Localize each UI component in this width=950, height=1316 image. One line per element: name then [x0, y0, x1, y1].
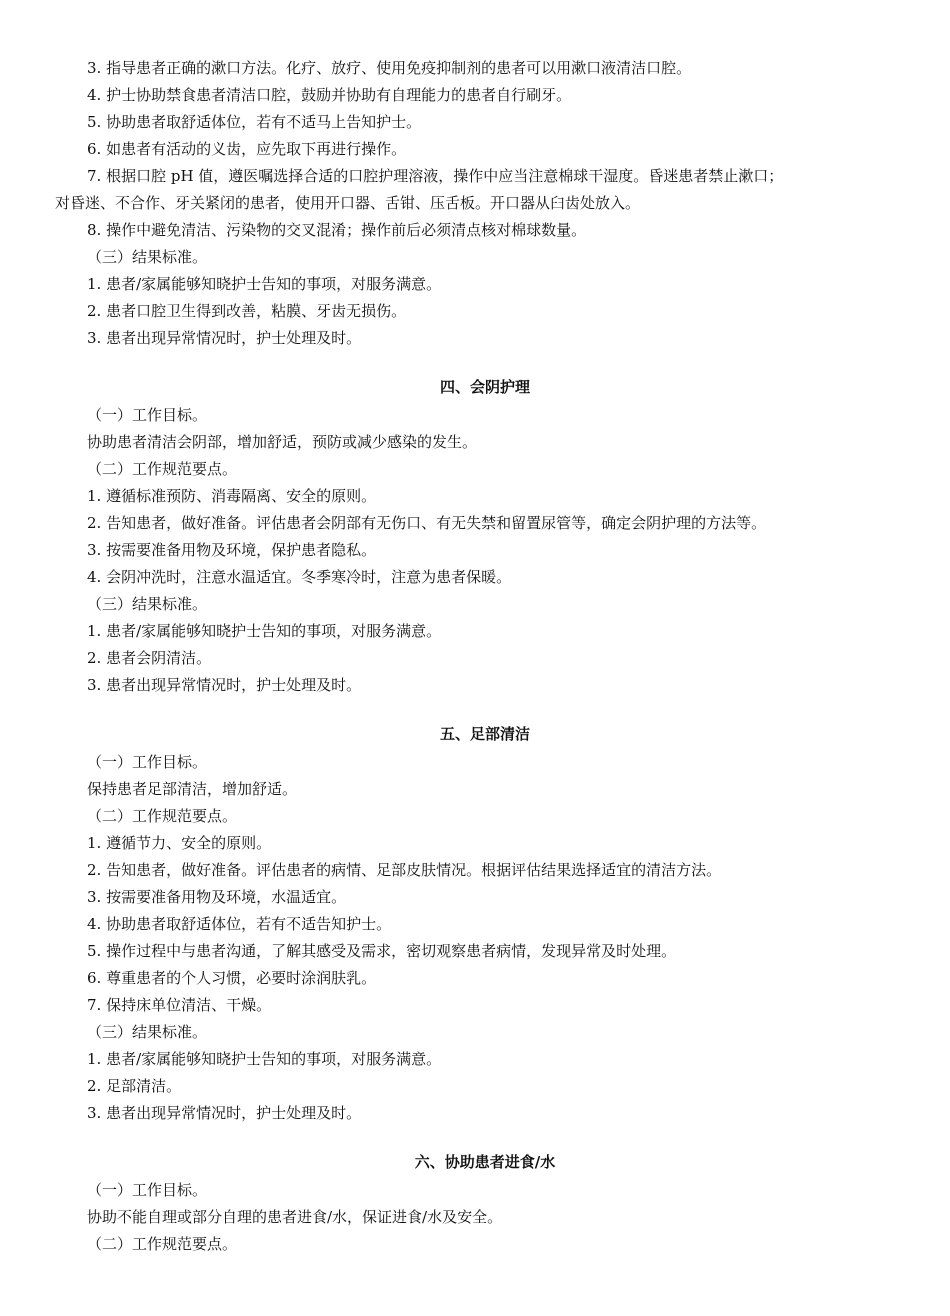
- paragraph: 1. 患者/家属能够知晓护士告知的事项，对服务满意。: [87, 622, 442, 640]
- section-perineal-care: [55, 402, 915, 699]
- paragraph: 6. 尊重患者的个人习惯，必要时涂润肤乳。: [87, 969, 377, 987]
- paragraph: 7. 保持床单位清洁、干燥。: [87, 996, 272, 1014]
- paragraph: 1. 患者/家属能够知晓护士告知的事项，对服务满意。: [87, 275, 442, 293]
- subheading: （三）结果标准。: [87, 248, 208, 266]
- subheading: （三）结果标准。: [87, 1023, 208, 1041]
- paragraph: 2. 足部清洁。: [87, 1077, 182, 1095]
- paragraph: 3. 指导患者正确的漱口方法。化疗、放疗、使用免疫抑制剂的患者可以用漱口液清洁口腔。: [87, 59, 692, 77]
- paragraph: 5. 操作过程中与患者沟通，了解其感受及需求，密切观察患者病情，发现异常及时处理。: [87, 942, 677, 960]
- paragraph: 7. 根据口腔 pH 值，遵医嘱选择合适的口腔护理溶液，操作中应当注意棉球干湿度。昏迷患者禁止漱口；: [87, 167, 784, 185]
- subheading: （一）工作目标。: [87, 1181, 208, 1199]
- paragraph: 1. 遵循节力、安全的原则。: [87, 834, 272, 852]
- paragraph-wrap: 对昏迷、不合作、牙关紧闭的患者，使用开口器、舌钳、压舌板。开口器从臼齿处放入。: [55, 194, 641, 212]
- paragraph: 8. 操作中避免清洁、污染物的交叉混淆；操作前后必须清点核对棉球数量。: [87, 221, 587, 239]
- subheading: （三）结果标准。: [87, 595, 208, 613]
- paragraph: 3. 患者出现异常情况时，护士处理及时。: [87, 1104, 362, 1122]
- paragraph: 保持患者足部清洁，增加舒适。: [87, 780, 298, 798]
- paragraph: 4. 协助患者取舒适体位，若有不适告知护士。: [87, 915, 392, 933]
- paragraph: 3. 患者出现异常情况时，护士处理及时。: [87, 676, 362, 694]
- paragraph: 4. 会阴冲洗时，注意水温适宜。冬季寒冷时，注意为患者保暖。: [87, 568, 512, 586]
- paragraph: 2. 告知患者，做好准备。评估患者的病情、足部皮肤情况。根据评估结果选择适宜的清洁方法。: [87, 861, 722, 879]
- subheading: （一）工作目标。: [87, 406, 208, 424]
- paragraph: 2. 患者会阴清洁。: [87, 649, 212, 667]
- paragraph: 2. 告知患者，做好准备。评估患者会阴部有无伤口、有无失禁和留置尿管等，确定会阴护理的方法等。: [87, 514, 767, 532]
- paragraph: 4. 护士协助禁食患者清洁口腔，鼓励并协助有自理能力的患者自行刷牙。: [87, 86, 572, 104]
- paragraph: 6. 如患者有活动的义齿，应先取下再进行操作。: [87, 140, 407, 158]
- section-heading-perineal-care: 四、会阴护理: [439, 378, 530, 396]
- subheading: （二）工作规范要点。: [87, 807, 238, 825]
- section-heading-feeding-assist: 六、协助患者进食/水: [414, 1153, 556, 1171]
- subheading: （二）工作规范要点。: [87, 460, 238, 478]
- paragraph: 1. 遵循标准预防、消毒隔离、安全的原则。: [87, 487, 377, 505]
- subheading: （二）工作规范要点。: [87, 1235, 238, 1253]
- paragraph: 1. 患者/家属能够知晓护士告知的事项，对服务满意。: [87, 1050, 442, 1068]
- oral-care-continuation: [55, 55, 915, 352]
- section-feeding-assist: [55, 1177, 915, 1258]
- paragraph: 3. 按需要准备用物及环境，水温适宜。: [87, 888, 347, 906]
- paragraph: 5. 协助患者取舒适体位，若有不适马上告知护士。: [87, 113, 422, 131]
- paragraph: 协助患者清洁会阴部，增加舒适，预防或减少感染的发生。: [87, 433, 478, 451]
- paragraph: 3. 按需要准备用物及环境，保护患者隐私。: [87, 541, 377, 559]
- section-heading-foot-cleaning: 五、足部清洁: [439, 725, 530, 743]
- subheading: （一）工作目标。: [87, 753, 208, 771]
- paragraph: 3. 患者出现异常情况时，护士处理及时。: [87, 329, 362, 347]
- section-foot-cleaning: [55, 749, 915, 1127]
- document-body: [55, 55, 915, 1258]
- paragraph: 协助不能自理或部分自理的患者进食/水，保证进食/水及安全。: [87, 1208, 503, 1226]
- paragraph: 2. 患者口腔卫生得到改善，粘膜、牙齿无损伤。: [87, 302, 407, 320]
